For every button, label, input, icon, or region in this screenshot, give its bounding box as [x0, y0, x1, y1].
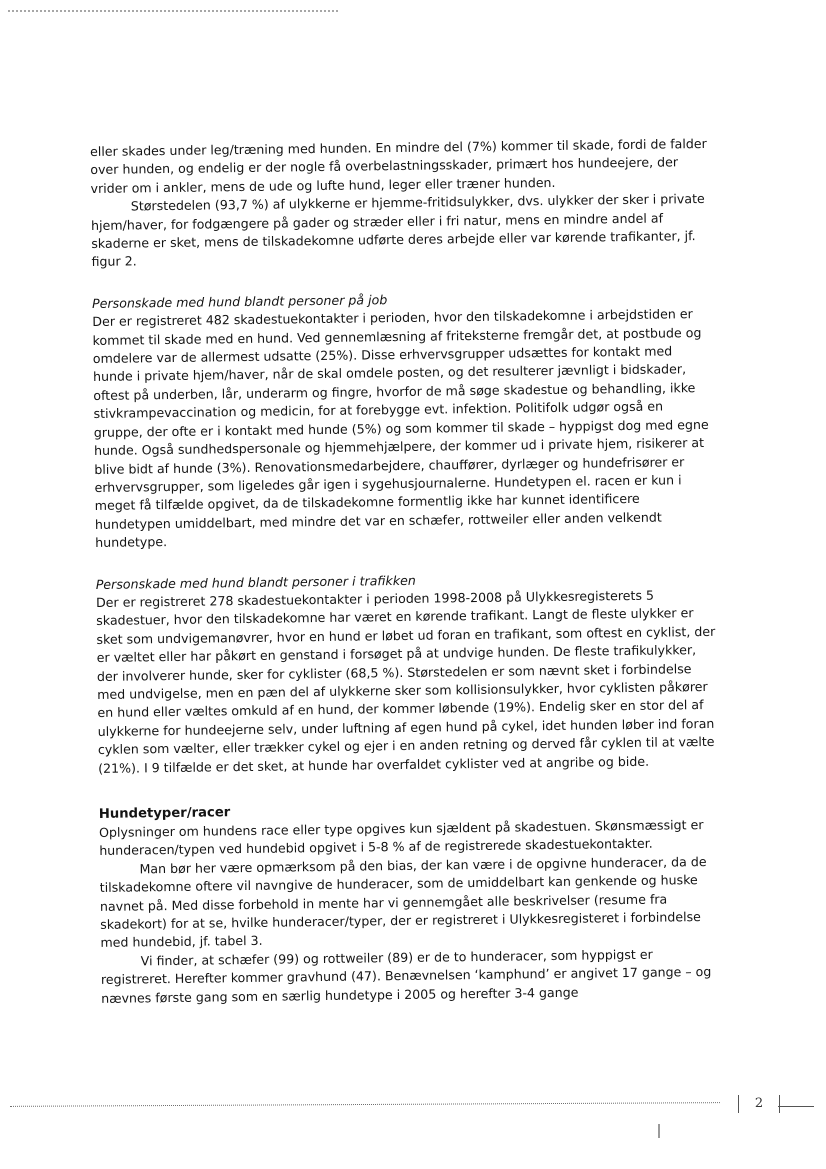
scan-edge-mark [658, 1124, 660, 1138]
job-section-body: Der er registreret 482 skadestuekontakter i perioden, hvor den tilskadekomne i arbejdstiden er kommet til skade med en hund. Ved gennemlæsning af friteksterne fremgår det, at postbude og omdelere var de allermest udsatte (25%). Disse erhvervsgrupper udsættes for kontakt med hunde i private hjem/haver, når de skal omdele posten, og det resulterer jævnligt i bidskader, oftest på underben, lår, underarm og fingre, hvorfor de må søge skadestue og behandling, ikke stivkrampevaccination og medicin, for at forebygge evt. infektion. Politifolk udgør også en gruppe, der ofte er i kontakt med hunde (5%) og som kommer til skade – hyppigst dog med egne hunde. Også sundhedspersonale og hjemmehjælpere, der kommer ud i private hjem, risikerer at blive bidt af hunde (3%). Renovationsmedarbejdere, chauffører, dyrlæger og hundefrisører er erhvervsgrupper, som ligeledes går igen i sygehusjournalerne. Hundetypen el. racen er kun i meget få tilfælde opgivet, da de tilskadekomne formentlig ikke har kunnet identificere hundetypen umiddelbart, med mindre det var en schæfer, rottweiler eller anden velkendt hundetype. [92, 306, 709, 551]
scan-top-dotted-edge [8, 10, 338, 16]
page-number: 2 [738, 1095, 780, 1113]
job-section-heading: Personskade med hund blandt personer på job [92, 291, 388, 311]
traffic-section-heading: Personskade med hund blandt personer i trafikken [95, 572, 416, 592]
breeds-bias-paragraph: Man bør her være opmærksom på den bias, der kan være i de opgivne hunderacer, da de tilskadekomne oftere vil navngive de hunderacer, som de umiddelbart kan genkende og huske navnet på. Med disse forbehold in mente har vi gennemgået alle beskrivelser (resume fra skadekort) for at se, hvilke hunderacer/typer, der er registreret i Ulykkesregisteret i forbindelse med hundebid, jf. tabel 3. [99, 853, 707, 951]
footer-dotted-line [10, 1102, 720, 1107]
footer-tick-line [778, 1106, 814, 1107]
breeds-section-body: Oplysninger om hundens race eller type opgives kun sjældent på skadestuen. Skønsmæssigt er hunderacen/typen ved hundebid opgivet i 5-8 % af de registrerede skadestuekontakter. [98, 817, 704, 859]
majority-paragraph: Størstedelen (93,7 %) af ulykkerne er hjemme-fritidsulykker, dvs. ulykker der sker i private hjem/haver, for fodgængere på gader og stræder eller i fri natur, mens en mindre andel af skaderne er sket, mens de tilskadekomne udførte deres arbejde eller var kørende trafikanter, jf. figur 2. [90, 191, 705, 270]
breeds-section-heading: Hundetyper/racer [98, 805, 231, 822]
intro-paragraph: eller skades under leg/træning med hunden. En mindre del (7%) kommer til skade, fordi de falder over hunden, og endelig er der nogle få overbelastningsskader, primært hos hundeejere, der vrider om i ankler, mens de ude og lufte hund, leger eller træner hunden. [90, 135, 707, 196]
traffic-section-body: Der er registreret 278 skadestuekontakter i perioden 1998-2008 på Ulykkesregisterets 5 skadestuer, hvor den tilskadekomne har været en kørende trafikant. Langt de fleste ulykker er sket som undvigemanøvrer, hvor en hund er løbet ud foran en trafikant, som oftest en cyklist, der er væltet eller har påkørt en genstand i forsøget på at undvige hunden. De fleste trafikulykker, der involverer hunde, sker for cyklister (68,5 %). Størstedelen er som nævnt sket i forbindelse med undvigelse, men en pæn del af ulykkerne sker som kollisionsulykker, hvor cyklisten påkører en hund eller væltes omkuld af en hund, der kommer løbende (19%). Endelig sker en stor del af ulykkerne for hundeejerne selv, under luftning af egen hund på cykel, idet hunden løber ind foran cyklen som vælter, eller trækker cykel og ejer i en anden retning og derved får cyklen til at vælte (21%). I 9 tilfælde er det sket, at hunde har overfaldet cyklister ved at angribe og bide. [95, 587, 716, 776]
breeds-findings-paragraph: Vi finder, at schæfer (99) og rottweiler (89) er de to hunderacer, som hyppigst er registreret. Herefter kommer gravhund (47). Benævnelsen ‘kamphund’ er angivet 17 gange – og nævnes første gang som en særlig hundetype i 2005 og herefter 3-4 gange [100, 946, 712, 1006]
document-page [90, 135, 723, 1008]
